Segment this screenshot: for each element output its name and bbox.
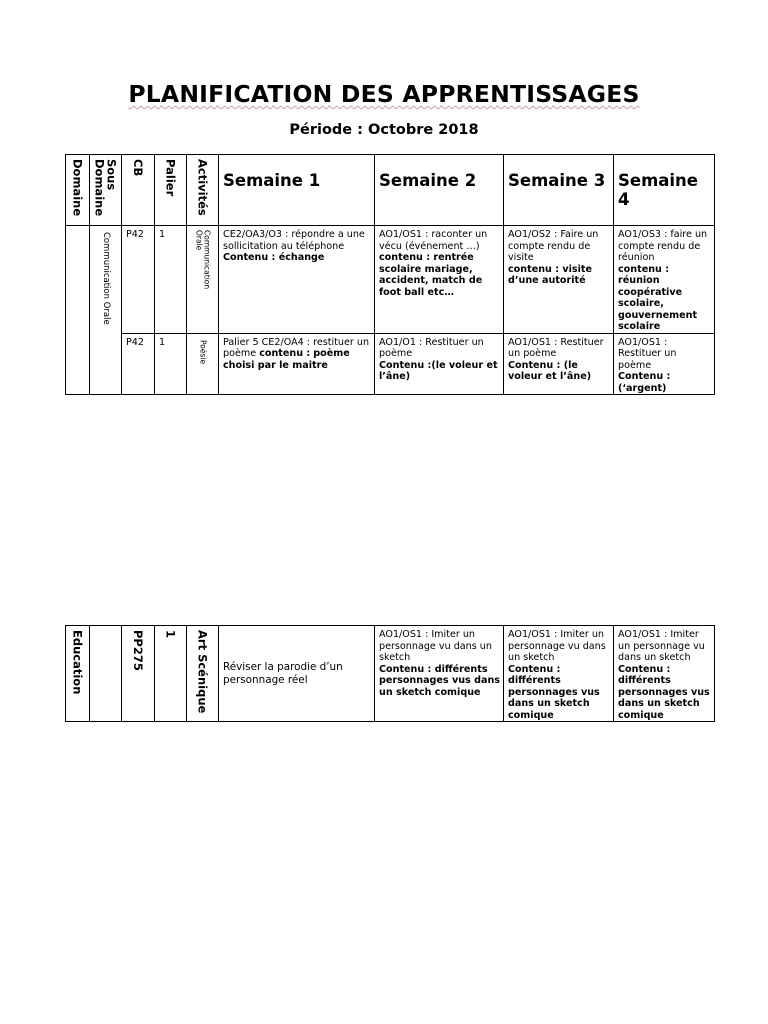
content-text: poème choisi par le maitre	[223, 348, 350, 371]
semaine-3-cell	[504, 226, 614, 334]
document-title	[0, 80, 768, 108]
header-semaine-3: Semaine 3	[504, 155, 614, 226]
objective-text: AO1/OS1 : Imiter un personnage vu dans un sketch	[618, 629, 705, 663]
header-cb-label: CB	[131, 159, 146, 177]
content-text: Contenu : différents personnages vus dans un sketch comique	[508, 663, 600, 721]
activite-line1: Communication	[202, 230, 212, 290]
content-text: Contenu : échange	[223, 252, 325, 263]
cb-cell: P42	[122, 333, 155, 395]
activite-cell	[187, 626, 219, 722]
header-semaine-1: Semaine 1	[219, 155, 375, 226]
header-sous-domaine-label	[93, 159, 117, 216]
objective-text: AO1/OS3 : faire un compte rendu de réunion	[618, 229, 708, 263]
table-row	[66, 226, 715, 334]
header-semaine-4	[614, 155, 715, 226]
objective-text: AO1/OS1 : Imiter un personnage vu dans un sketch	[508, 629, 606, 663]
semaine-4-cell	[614, 226, 715, 334]
document-title-text: PLANIFICATION DES APPRENTISSAGES	[128, 80, 640, 108]
header-activites-label: Activités	[195, 159, 210, 216]
palier-cell: 1	[155, 333, 187, 395]
semaine-1-cell: Réviser la parodie d’un personnage réel	[219, 626, 375, 722]
semaine-4-cell	[614, 333, 715, 395]
header-semaine-4-line2: 4	[618, 189, 630, 209]
header-sous-domaine-line2: Domaine	[92, 159, 107, 217]
header-domaine-label: Domaine	[70, 159, 85, 217]
content-text: contenu : rentrée scolaire mariage, accident, match de foot ball etc…	[379, 252, 483, 298]
content-text: Contenu : différents personnages vus dans un sketch comique	[618, 663, 710, 721]
domaine-cell-empty	[66, 226, 90, 395]
semaine-2-cell	[375, 626, 504, 722]
cb-cell	[122, 626, 155, 722]
objective-text: CE2/OA3/O3 : répondre a une sollicitation au téléphone	[223, 229, 365, 252]
content-text: Contenu : (‘argent)	[618, 371, 671, 394]
content-text: contenu : visite d’une autorité	[508, 263, 593, 286]
domaine-cell	[66, 626, 90, 722]
activite-cell	[187, 333, 219, 395]
header-sous-domaine-line1: Sous	[104, 159, 119, 191]
table-row	[66, 333, 715, 395]
objective-text: AO1/OS1 : Restituer un poème	[508, 336, 604, 359]
content-text: Contenu : (le voleur et l’âne)	[508, 359, 592, 382]
cb-label: PP275	[131, 630, 146, 671]
document-period: Période : Octobre 2018	[289, 122, 479, 138]
objective-text: Palier 5 CE2/OA4 : restituer un poème	[223, 336, 370, 359]
header-semaine-4-line1: Semaine	[618, 171, 698, 190]
header-palier-label: Palier	[163, 159, 178, 197]
objective-text: AO1/OS1 : Restituer un poème	[618, 336, 677, 371]
header-semaine-2: Semaine 2	[375, 155, 504, 226]
objective-text: AO1/OS1 : Imiter un personnage vu dans un sketch	[379, 629, 492, 663]
content-text: Contenu :(le voleur et l’âne)	[379, 359, 498, 382]
semaine-1-cell	[219, 333, 375, 395]
sous-domaine-cell	[90, 226, 122, 395]
palier-cell: 1	[155, 226, 187, 334]
planning-table-communication	[65, 154, 715, 395]
semaine-3-cell	[504, 626, 614, 722]
semaine-2-cell	[375, 226, 504, 334]
semaine-3-cell	[504, 333, 614, 395]
activite-label: Art Scénique	[195, 630, 210, 714]
content-text: contenu : réunion coopérative scolaire, gouvernement scolaire	[618, 263, 698, 332]
table-row	[66, 626, 715, 722]
planning-table-education	[65, 625, 715, 722]
objective-text: AO1/O1 : Restituer un poème	[379, 336, 484, 359]
header-palier	[155, 155, 187, 226]
sous-domaine-cell-empty	[90, 626, 122, 722]
content-label: contenu :	[259, 348, 311, 359]
cb-cell: P42	[122, 226, 155, 334]
header-row	[66, 155, 715, 226]
objective-text: AO1/OS1 : raconter un vécu (événement …)	[379, 229, 488, 252]
domaine-label: Education	[70, 630, 85, 695]
palier-cell	[155, 626, 187, 722]
content-text: Contenu : différents personnages vus dans un sketch comique	[379, 663, 500, 698]
sous-domaine-label: Communication Orale	[100, 232, 111, 325]
activite-label: Poésie	[198, 339, 208, 364]
activite-label	[195, 230, 211, 289]
header-domaine	[66, 155, 90, 226]
header-activites	[187, 155, 219, 226]
activite-cell	[187, 226, 219, 334]
header-sous-domaine	[90, 155, 122, 226]
palier-label: 1	[163, 630, 178, 639]
semaine-1-cell	[219, 226, 375, 334]
activite-line2: Orale	[194, 230, 204, 251]
semaine-2-cell	[375, 333, 504, 395]
objective-text: AO1/OS2 : Faire un compte rendu de visite	[508, 229, 599, 263]
header-cb	[122, 155, 155, 226]
semaine-4-cell	[614, 626, 715, 722]
